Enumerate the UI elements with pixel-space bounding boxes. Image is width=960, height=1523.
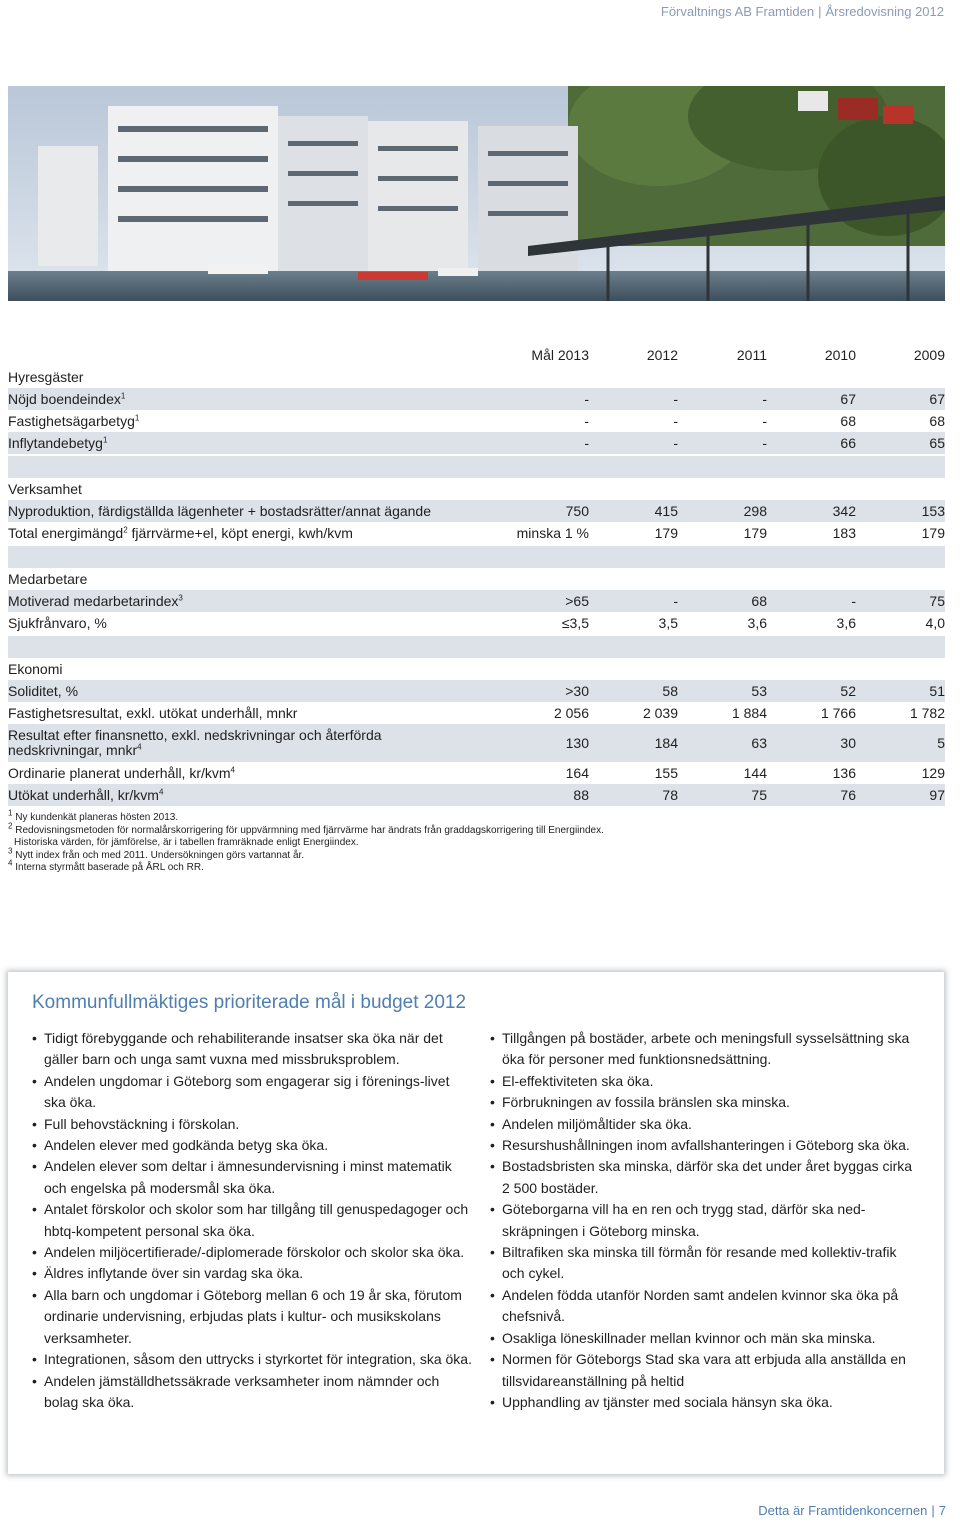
- table-cell: -: [678, 388, 767, 410]
- row-label: Fastighetsresultat, exkl. utökat underhåll, mnkr: [8, 705, 298, 721]
- table-cell: 68: [929, 413, 945, 429]
- list-item: • Äldres inflytande över sin vardag ska öka.: [32, 1263, 472, 1284]
- footnote: Historiska värden, för jämförelse, är i tabellen framräknade enligt Energiindex.: [14, 837, 359, 848]
- section-title-row: [8, 366, 945, 388]
- table-cell: 75: [856, 590, 945, 612]
- row-label: Nöjd boendeindex$^1$: [8, 388, 467, 410]
- table-cell: -: [678, 432, 767, 454]
- table-row: [8, 432, 945, 454]
- table-row: [8, 680, 945, 702]
- goals-box: [8, 972, 944, 1474]
- table-cell: 5: [856, 724, 945, 762]
- row-label: Fastighetsägarbetyg$^1$: [8, 413, 140, 429]
- row-label: Total energimängd$^2$ fjärrvärme+el, köpt energi, kwh/kvm: [8, 525, 353, 541]
- header-org: Förvaltnings AB Framtiden: [660, 4, 815, 19]
- kpi-table: [8, 344, 945, 806]
- list-item: • Andelen elever med godkända betyg ska öka.: [32, 1135, 472, 1156]
- table-cell: 1 782: [909, 705, 945, 721]
- column-header: Mål 2013: [531, 347, 589, 363]
- list-item: • Osakliga löneskillnader mellan kvinnor och män ska minska.: [490, 1328, 920, 1349]
- row-label: Resultat efter finansnetto, exkl. nedskrivningar och återförda nedskrivningar, mnkr$^4$: [8, 724, 467, 762]
- row-label: Soliditet, %: [8, 680, 467, 702]
- list-item: • Upphandling av tjänster med sociala hänsyn ska öka.: [490, 1392, 920, 1413]
- list-item: • Resurshushållningen inom avfallshanteringen i Göteborg ska öka.: [490, 1135, 920, 1156]
- page-number: 7: [938, 1503, 946, 1518]
- table-row: [8, 702, 945, 724]
- footnote: $^3$ Nytt index från och med 2011. Undersökningen görs vartannat år.: [8, 846, 305, 861]
- list-item: • El-effektiviteten ska öka.: [490, 1071, 920, 1092]
- list-item: • Andelen elever som deltar i ämnesundervisning i minst matematik och engelska på modersmål ska öka.: [32, 1156, 472, 1199]
- table-row: [8, 762, 945, 784]
- section-title-row: [8, 568, 945, 590]
- table-cell: 183: [832, 525, 856, 541]
- list-item: • Antalet förskolor och skolor som har tillgång till genuspedagoger och hbtq-kompetent personal ska öka.: [32, 1199, 472, 1242]
- column-header: 2010: [824, 347, 856, 363]
- table-cell: -: [589, 432, 678, 454]
- header-report: Årsredovisning 2012: [825, 4, 944, 19]
- table-row: [8, 500, 945, 522]
- section-gap: [8, 634, 945, 658]
- section-title-row: [8, 658, 945, 680]
- table-cell: 67: [856, 388, 945, 410]
- table-cell: >30: [467, 680, 589, 702]
- table-cell: 179: [654, 525, 678, 541]
- footer-separator: |: [931, 1503, 935, 1518]
- table-row: [8, 410, 945, 432]
- list-item: • Tillgången på bostäder, arbete och meningsfull sysselsättning ska öka för personer med funktionsnedsättning.: [490, 1028, 920, 1071]
- table-cell: -: [673, 413, 678, 429]
- harbor-photo: [8, 86, 945, 301]
- table-cell: 179: [743, 525, 767, 541]
- section-title: Verksamhet: [8, 481, 82, 497]
- table-cell: 68: [678, 590, 767, 612]
- row-label: Motiverad medarbetarindex$^3$: [8, 590, 467, 612]
- table-cell: 52: [767, 680, 856, 702]
- column-header: 2011: [736, 347, 767, 363]
- table-cell: 2 039: [642, 705, 678, 721]
- row-label: Nyproduktion, färdigställda lägenheter + bostadsrätter/annat ägande: [8, 500, 467, 522]
- footnotes: [8, 808, 604, 875]
- table-cell: 67: [767, 388, 856, 410]
- section-title: Ekonomi: [8, 661, 63, 677]
- footnote: $^2$ Redovisningsmetoden för normalårskorrigering för uppvärmning med fjärrvärme har ändrats från graddagskorrigering till Energiindex.: [8, 821, 604, 836]
- harbor-photo-illustration: [8, 86, 945, 301]
- list-item: • Normen för Göteborgs Stad ska vara att erbjuda alla anställda en tillsvidareanställning på heltid: [490, 1349, 920, 1392]
- table-cell: 298: [678, 500, 767, 522]
- column-header: 2009: [913, 347, 945, 363]
- list-item: • Andelen miljöcertifierade/-diplomerade förskolor och skolor ska öka.: [32, 1242, 472, 1263]
- page-footer: [758, 1503, 946, 1518]
- section-gap: [8, 454, 945, 478]
- table-cell: 1 766: [820, 705, 856, 721]
- list-item: • Full behovstäckning i förskolan.: [32, 1114, 472, 1135]
- table-cell: 750: [467, 500, 589, 522]
- table-cell: 415: [589, 500, 678, 522]
- header-empty: [8, 344, 467, 366]
- table-cell: ≤3,5: [561, 615, 589, 631]
- table-row: [8, 612, 945, 634]
- table-cell: 97: [856, 784, 945, 806]
- list-item: • Göteborgarna vill ha en ren och trygg stad, därför ska ned-skräpningen i Göteborg minska.: [490, 1199, 920, 1242]
- table-cell: 30: [767, 724, 856, 762]
- table-cell: 144: [743, 765, 767, 781]
- list-item: • Andelen miljömåltider ska öka.: [490, 1114, 920, 1135]
- table-row: [8, 590, 945, 612]
- row-label: Inflytandebetyg$^1$: [8, 432, 467, 454]
- table-row: [8, 388, 945, 410]
- list-item: • Alla barn och ungdomar i Göteborg mellan 6 och 19 år ska, förutom ordinarie undervisning, erbjudas plats i kultur- och musikskolans verksamheter.: [32, 1285, 472, 1349]
- goals-list-right: [490, 1028, 920, 1413]
- table-cell: 129: [921, 765, 945, 781]
- table-cell: 75: [678, 784, 767, 806]
- table-cell: -: [762, 413, 767, 429]
- list-item: • Tidigt förebyggande och rehabiliterande insatser ska öka när det gäller barn och unga samt vuxna med missbruksproblem.: [32, 1028, 472, 1071]
- list-item: • Andelen jämställdhetssäkrade verksamheter inom nämnder och bolag ska öka.: [32, 1371, 472, 1414]
- list-item: • Integrationen, såsom den uttrycks i styrkortet för integration, ska öka.: [32, 1349, 472, 1370]
- footnote: $^4$ Interna styrmått baserade på ÅRL och RR.: [8, 858, 204, 873]
- table-cell: 63: [678, 724, 767, 762]
- page-header: [661, 4, 944, 19]
- table-cell: 164: [565, 765, 589, 781]
- table-cell: -: [589, 388, 678, 410]
- table-cell: 78: [589, 784, 678, 806]
- table-cell: 68: [840, 413, 856, 429]
- table-cell: -: [467, 432, 589, 454]
- kpi-table-grid: [8, 344, 945, 806]
- table-cell: 153: [856, 500, 945, 522]
- table-cell: 1 884: [731, 705, 767, 721]
- table-cell: 76: [767, 784, 856, 806]
- header-separator: |: [818, 4, 822, 19]
- table-row: [8, 522, 945, 544]
- footnote: $^1$ Ny kundenkät planeras hösten 2013.: [8, 808, 179, 823]
- row-label: Utökat underhåll, kr/kvm$^4$: [8, 784, 467, 806]
- goals-list-left: [32, 1028, 472, 1413]
- table-cell: -: [584, 413, 589, 429]
- table-cell: 4,0: [925, 615, 945, 631]
- table-cell: 155: [654, 765, 678, 781]
- table-cell: -: [767, 590, 856, 612]
- table-cell: 3,5: [658, 615, 678, 631]
- section-title-row: [8, 478, 945, 500]
- table-cell: 136: [832, 765, 856, 781]
- table-cell: 184: [589, 724, 678, 762]
- table-cell: 53: [678, 680, 767, 702]
- column-header: 2012: [646, 347, 678, 363]
- table-row: [8, 724, 945, 762]
- footer-text: Detta är Framtidenkoncernen: [758, 1503, 928, 1518]
- goals-title: Kommunfullmäktiges prioriterade mål i budget 2012: [32, 992, 467, 1013]
- table-cell: 51: [856, 680, 945, 702]
- list-item: • Förbrukningen av fossila bränslen ska minska.: [490, 1092, 920, 1113]
- table-cell: 88: [467, 784, 589, 806]
- row-label: Ordinarie planerat underhåll, kr/kvm$^4$: [8, 765, 235, 781]
- list-item: • Bostadsbristen ska minska, därför ska det under året byggas cirka 2 500 bostäder.: [490, 1156, 920, 1199]
- table-header-row: [8, 344, 945, 366]
- table-cell: -: [467, 388, 589, 410]
- table-cell: -: [589, 590, 678, 612]
- list-item: • Andelen födda utanför Norden samt andelen kvinnor ska öka på chefsnivå.: [490, 1285, 920, 1328]
- row-label: Sjukfrånvaro, %: [8, 615, 107, 631]
- table-cell: 2 056: [553, 705, 589, 721]
- table-cell: 130: [467, 724, 589, 762]
- section-title: Medarbetare: [8, 571, 88, 587]
- list-item: • Biltrafiken ska minska till förmån för resande med kollektiv-trafik och cykel.: [490, 1242, 920, 1285]
- table-cell: >65: [467, 590, 589, 612]
- table-row: [8, 784, 945, 806]
- table-cell: 66: [767, 432, 856, 454]
- section-gap: [8, 544, 945, 568]
- table-cell: 3,6: [836, 615, 856, 631]
- table-cell: 58: [589, 680, 678, 702]
- table-cell: minska 1 %: [516, 525, 589, 541]
- table-cell: 65: [856, 432, 945, 454]
- list-item: • Andelen ungdomar i Göteborg som engagerar sig i förenings-livet ska öka.: [32, 1071, 472, 1114]
- table-cell: 342: [767, 500, 856, 522]
- table-cell: 3,6: [747, 615, 767, 631]
- section-title: Hyresgäster: [8, 369, 84, 385]
- table-cell: 179: [921, 525, 945, 541]
